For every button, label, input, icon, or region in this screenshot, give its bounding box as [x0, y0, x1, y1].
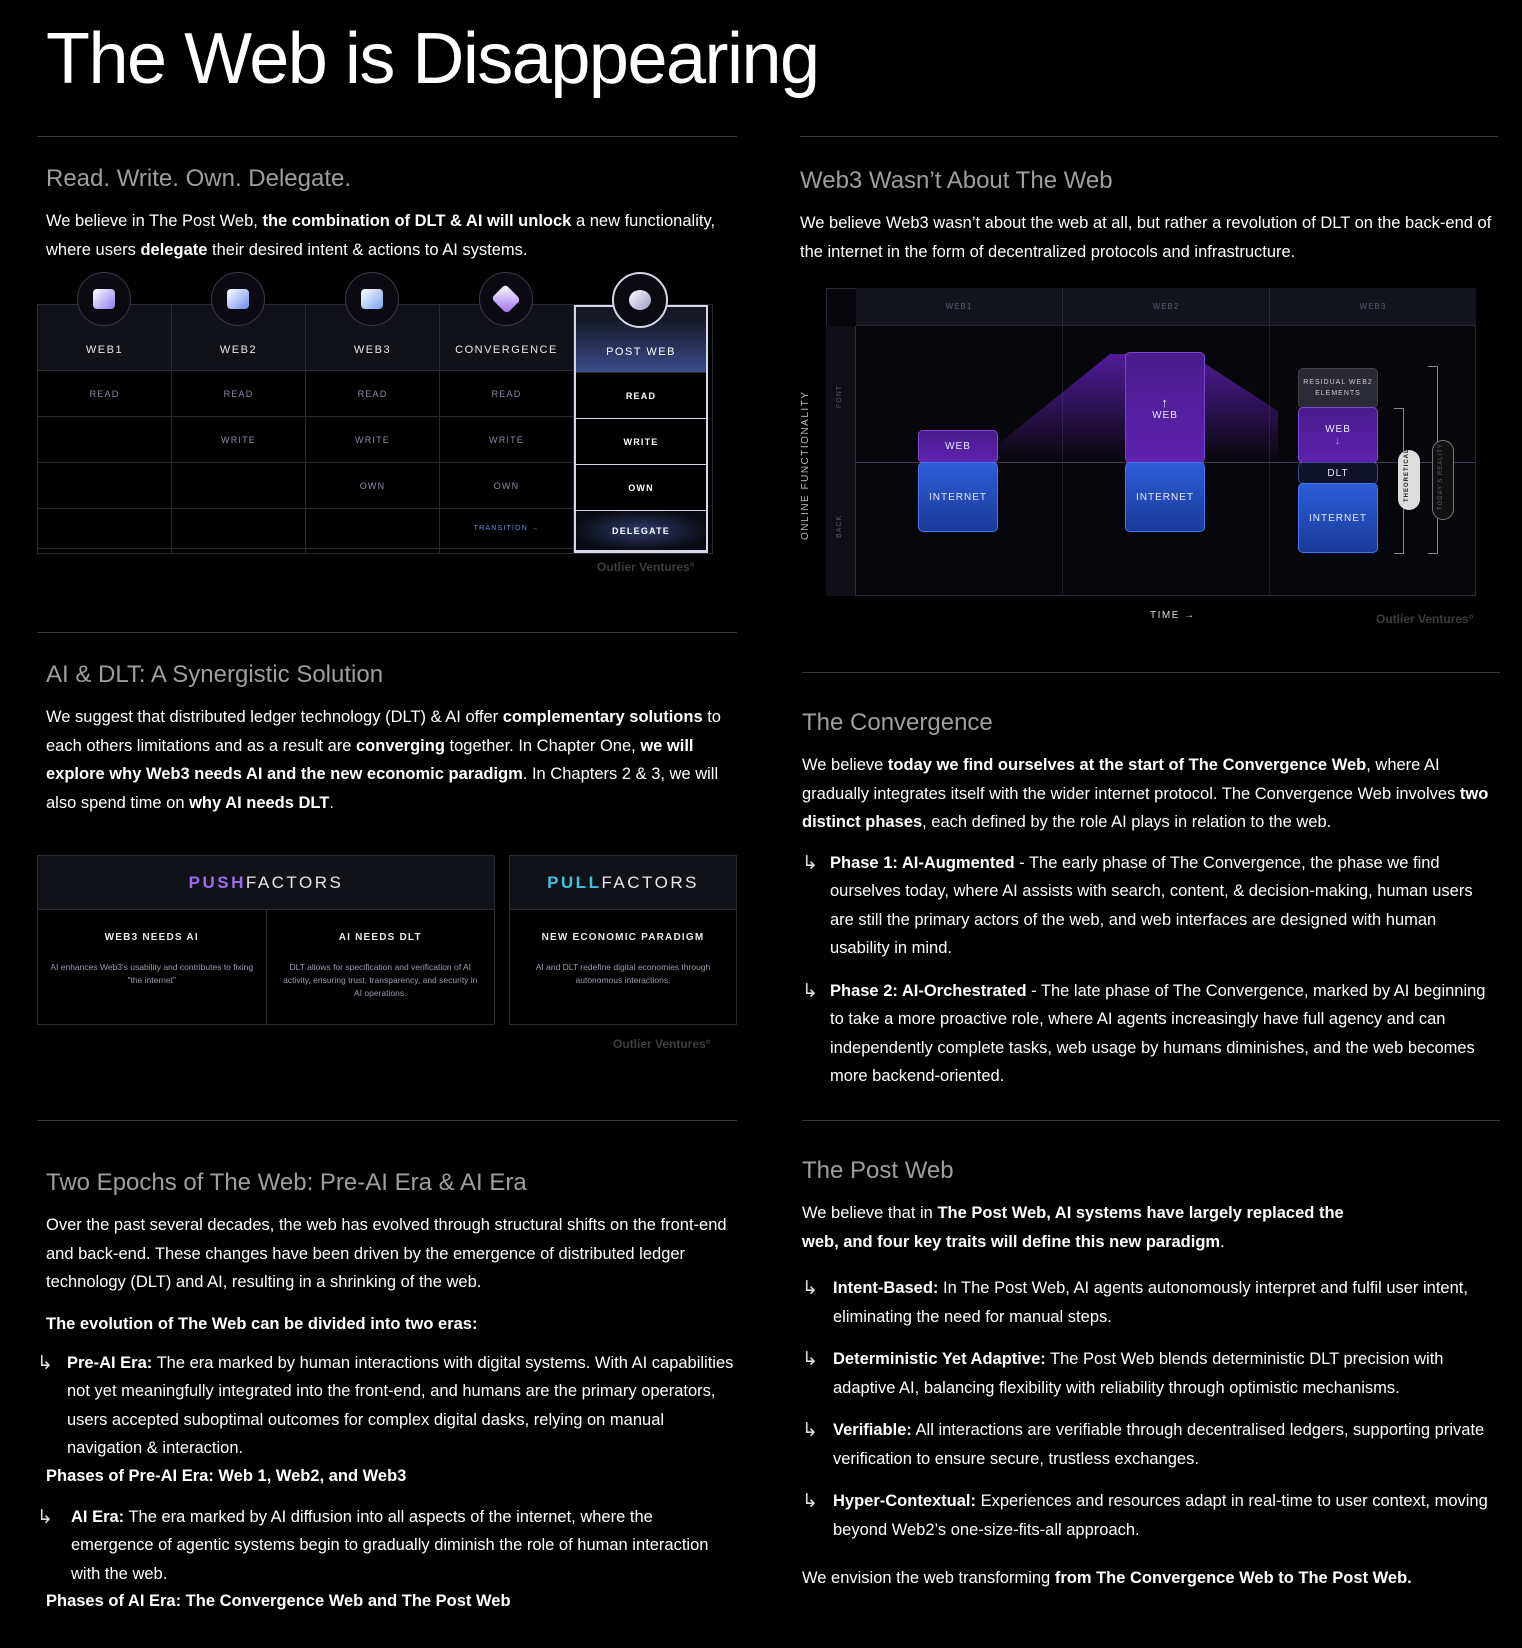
table-cell: OWN [576, 465, 706, 511]
section-synergy [37, 632, 737, 1055]
table-column [440, 305, 574, 553]
table-cell [38, 463, 171, 509]
arrow-icon: ↳ [37, 1351, 53, 1374]
arrow-icon: ↳ [802, 979, 818, 1002]
push-factors-box [37, 855, 495, 1025]
arrow-down-icon: ↓ [1334, 434, 1342, 447]
bullet-verifiable: ↳ Verifiable: All interactions are verifiable through decentralised ledgers, supporting private verification to ensure secure, trustless exchanges. [802, 1416, 1500, 1473]
section-title: Read. Write. Own. Delegate. [46, 165, 352, 192]
arrow-icon: ↳ [802, 851, 818, 874]
factor-ai-needs-dlt: AI NEEDS DLT DLT allows for specification and verification of AI activity, ensuring trust, transparency, and security in AI operations. [283, 932, 478, 998]
factor-web3-needs-ai: WEB3 NEEDS AI AI enhances Web3's usability and contributes to fixing "the internet" [38, 910, 267, 1024]
table-cell [306, 509, 439, 549]
bullet-phase-1: ↳ Phase 1: AI-Augmented - The early phase of The Convergence, the phase we find ourselves today, where AI assists with search, content, & decision-making, human users are still the primary actors of the web, and web interfaces are designed with human usability in mind. [802, 849, 1500, 963]
residual-web2-box: RESIDUAL WEB2 ELEMENTS [1298, 368, 1378, 408]
divider [802, 1120, 1500, 1121]
table-cell: OWN [306, 463, 439, 509]
front-label: FONT [836, 384, 843, 408]
web2-icon [211, 272, 265, 326]
bullet-hyper-contextual: ↳ Hyper-Contextual: Experiences and resources adapt in real-time to user context, moving beyond Web2’s one-size-fits-all approach. [802, 1487, 1500, 1544]
web-box-web2: ↑ WEB [1125, 352, 1205, 463]
section-paragraph: We believe Web3 wasn’t about the web at all, but rather a revolution of DLT on the back-end of the internet in the form of decentralized protocols and infrastructure. [800, 214, 1492, 261]
table-cell: WRITE [440, 417, 573, 463]
table-column-header: WEB1 [38, 305, 171, 371]
arrow-icon: ↳ [802, 1490, 818, 1512]
internet-box-web1: INTERNET [918, 462, 998, 532]
table-cell [38, 509, 171, 549]
dlt-box: DLT [1298, 462, 1378, 484]
bullet-pre-ai-era: ↳ Pre-AI Era: The era marked by human interactions with digital systems. With AI capabilities not yet meaningfully integrated into the front-end, and humans are the primary operators, users accepted suboptimal outcomes for complex digital dasks, relying on manual navigation & interaction. [37, 1349, 737, 1463]
section-convergence [802, 672, 1500, 1091]
arrow-icon: ↳ [802, 1277, 818, 1299]
post-web-icon [612, 272, 668, 328]
section-two-epochs [37, 1120, 737, 1614]
table-cell: TRANSITION → [440, 509, 573, 549]
x-axis-label: TIME → [1150, 610, 1196, 621]
table-cell [172, 463, 305, 509]
arrow-icon: ↳ [802, 1419, 818, 1441]
table-column-header: WEB3 [306, 305, 439, 371]
divider [37, 136, 737, 137]
phase-label: Phases of Pre-AI Era: Web 1, Web2, and Web3 [46, 1466, 407, 1485]
bullet-ai-era: ↳ AI Era: The era marked by AI diffusion into all aspects of the internet, where the emergence of agentic systems begin to gradually diminish the role of human interaction with the web. [37, 1503, 737, 1589]
divider [800, 136, 1498, 137]
section-title: The Convergence [802, 709, 993, 736]
section-title: The Post Web [802, 1157, 954, 1184]
table-cell: READ [172, 371, 305, 417]
divider [802, 672, 1500, 673]
web-box-web1: WEB [918, 430, 998, 463]
back-label: BACK [836, 514, 843, 538]
section-read-write-own-delegate [37, 136, 737, 572]
table-cell: WRITE [172, 417, 305, 463]
table-cell: WRITE [306, 417, 439, 463]
section-paragraph: We believe today we find ourselves at the start of The Convergence Web, where AI gradually integrates itself with the wider internet protocol. The Convergence Web involves two distinct phases, each defined by the role AI plays in relation to the web. [802, 756, 1489, 831]
section-subhead: The evolution of The Web can be divided into two eras: [46, 1314, 478, 1333]
brand-mark: Outlier Ventures° [613, 1037, 711, 1051]
reality-label: TODAY'S REALITY [1438, 443, 1444, 510]
table-cell: OWN [440, 463, 573, 509]
web1-icon [77, 272, 131, 326]
phase-label: Phases of AI Era: The Convergence Web and The Post Web [46, 1592, 511, 1610]
section-title: Web3 Wasn’t About The Web [800, 167, 1113, 194]
table-cell [38, 417, 171, 463]
section-web3-not-web [800, 136, 1498, 640]
factors-table [37, 855, 737, 1055]
table-cell: READ [576, 373, 706, 419]
divider [37, 632, 737, 633]
web3-icon [345, 272, 399, 326]
section-title: AI & DLT: A Synergistic Solution [46, 661, 384, 688]
push-factors-header: PUSH FACTORS [38, 856, 494, 910]
bullet-phase-2: ↳ Phase 2: AI-Orchestrated - The late phase of The Convergence, marked by AI beginning to take a more proactive role, where AI agents increasingly have full agency and can independently complete tasks, web usage by humans diminishes, and the web becomes more backend-oriented. [802, 977, 1500, 1091]
table-column-header: POST WEB [576, 307, 706, 373]
pull-factors-box [509, 855, 737, 1025]
divider [37, 1120, 737, 1121]
table-column-header: CONVERGENCE [440, 305, 573, 371]
table-column [38, 305, 172, 553]
section-paragraph: Over the past several decades, the web has evolved through structural shifts on the front-end and back-end. These changes have been driven by the emergence of distributed ledger technology (DLT) and AI, resulting in a shrinking of the web. [46, 1216, 727, 1291]
section-paragraph: We suggest that distributed ledger technology (DLT) & AI offer complementary solutions to each others limitations and as a result are converging together. In Chapter One, we will explore why Web3 needs AI and the new economic paradigm. In Chapters 2 & 3, we will also spend time on why AI needs DLT. [46, 708, 721, 812]
section-post-web [802, 1120, 1500, 1593]
online-functionality-chart [800, 280, 1498, 640]
table-column [306, 305, 440, 553]
theoretical-label: THEORETICAL [1404, 448, 1410, 502]
table-column [574, 305, 708, 553]
internet-box-web3: INTERNET [1298, 483, 1378, 553]
table-cell: READ [306, 371, 439, 417]
table-column-header: WEB2 [172, 305, 305, 371]
web-evolution-table [37, 272, 717, 572]
chart-column-web1: WEB1 [856, 288, 1063, 325]
bullet-deterministic: ↳ Deterministic Yet Adaptive: The Post Web blends deterministic DLT precision with adaptive AI, balancing flexibility with reliability through optimistic mechanisms. [802, 1345, 1500, 1402]
brand-mark: Outlier Ventures° [1376, 612, 1474, 626]
section-paragraph: We believe in The Post Web, the combination of DLT & AI will unlock a new functionality, where users delegate their desired intent & actions to AI systems. [46, 212, 716, 259]
chart-column-web3: WEB3 [1359, 302, 1387, 311]
page-title: The Web is Disappearing [46, 19, 819, 99]
web-box-web3: WEB ↓ [1298, 407, 1378, 463]
arrow-up-icon: ↑ [1161, 394, 1169, 410]
pull-factors-header: PULL FACTORS [510, 856, 736, 910]
chart-column-web2: WEB2 [1063, 288, 1270, 325]
table-column [172, 305, 306, 553]
brand-mark: Outlier Ventures° [597, 560, 695, 574]
factor-new-economic-paradigm: NEW ECONOMIC PARADIGM AI and DLT redefine digital economies through autonomous interactions. [535, 932, 711, 985]
section-title: Two Epochs of The Web: Pre-AI Era & AI Era [46, 1169, 527, 1196]
section-paragraph: We believe that in The Post Web, AI systems have largely replaced the web, and four key traits will define this new paradigm. [802, 1204, 1344, 1251]
arrow-icon: ↳ [802, 1348, 818, 1370]
y-axis-label: ONLINE FUNCTIONALITY [800, 390, 811, 540]
internet-box-web2: INTERNET [1125, 462, 1205, 532]
convergence-icon [479, 272, 533, 326]
table-cell: READ [38, 371, 171, 417]
table-cell: WRITE [576, 419, 706, 465]
table-cell: DELEGATE [576, 511, 706, 551]
table-cell: READ [440, 371, 573, 417]
closing-paragraph: We envision the web transforming from The Convergence Web to The Post Web. [802, 1569, 1412, 1587]
arrow-icon: ↳ [37, 1505, 53, 1528]
table-cell [172, 509, 305, 549]
bullet-intent-based: ↳ Intent-Based: In The Post Web, AI agents autonomously interpret and fulfil user intent, eliminating the need for manual steps. [802, 1274, 1500, 1331]
